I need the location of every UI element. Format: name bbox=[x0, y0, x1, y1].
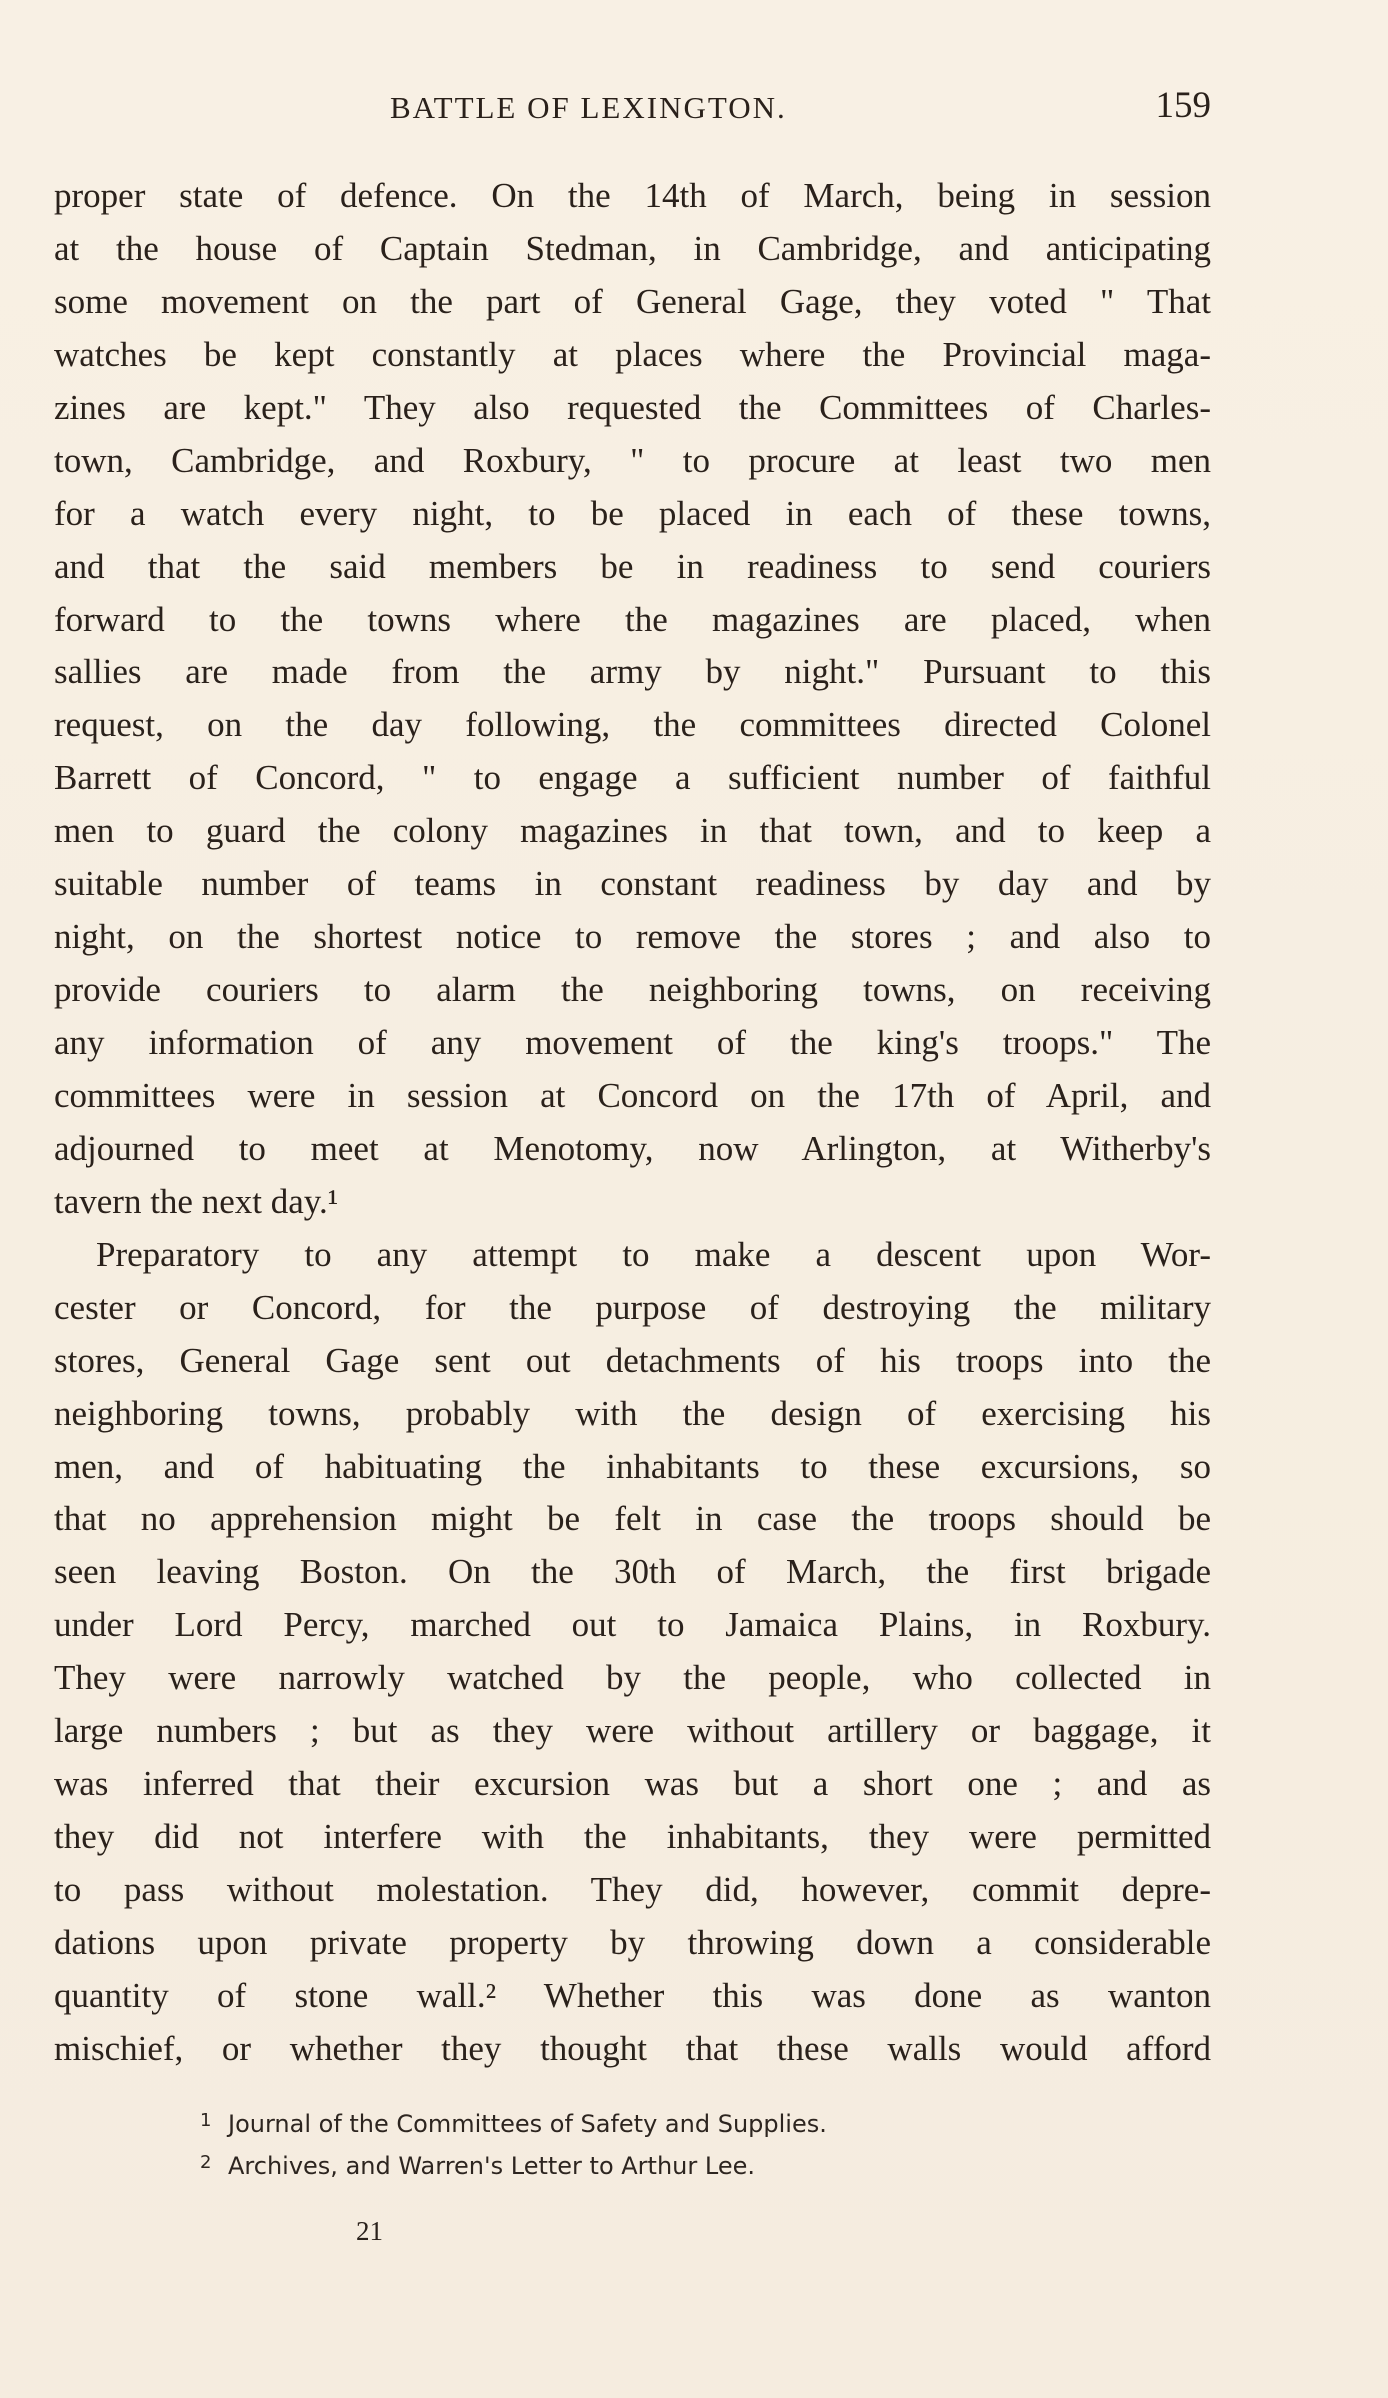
text-line: for a watch every night, to be placed in each of these towns, bbox=[54, 493, 1211, 533]
text-line: dations upon private property by throwing down a considerable bbox=[54, 1922, 1211, 1962]
text-line: request, on the day following, the committees directed Colonel bbox=[54, 705, 1211, 745]
signature-mark: 21 bbox=[356, 2216, 383, 2246]
text-line: They were narrowly watched by the people, who collected in bbox=[54, 1658, 1211, 1698]
footnote-1 bbox=[200, 2110, 827, 2138]
text-line: proper state of defence. On the 14th of March, being in session bbox=[54, 176, 1211, 215]
text-line: at the house of Captain Stedman, in Cambridge, and anticipating bbox=[54, 228, 1211, 268]
footnote-text: Journal of the Committees of Safety and Supplies. bbox=[228, 2110, 827, 2138]
footnote-text: Archives, and Warren's Letter to Arthur Lee. bbox=[228, 2152, 755, 2180]
text-line: under Lord Percy, marched out to Jamaica Plains, in Roxbury. bbox=[54, 1605, 1211, 1645]
text-line: that no apprehension might be felt in case the troops should be bbox=[54, 1499, 1211, 1539]
text-line: any information of any movement of the king's troops." The bbox=[54, 1023, 1211, 1062]
footnote-mark: 1 bbox=[200, 2110, 212, 2131]
text-line: was inferred that their excursion was but a short one ; and as bbox=[54, 1764, 1211, 1804]
text-line: sallies are made from the army by night." Pursuant to this bbox=[54, 652, 1211, 692]
text-line: Barrett of Concord, " to engage a sufficient number of faithful bbox=[54, 758, 1211, 798]
text-line: large numbers ; but as they were without artillery or baggage, it bbox=[54, 1711, 1211, 1751]
text-line: men to guard the colony magazines in that town, and to keep a bbox=[54, 811, 1211, 851]
running-head-title: BATTLE OF LEXINGTON. bbox=[390, 90, 787, 125]
text-line: quantity of stone wall.² Whether this was done as wanton bbox=[54, 1975, 1211, 2015]
text-line: cester or Concord, for the purpose of destroying the military bbox=[54, 1287, 1211, 1327]
text-line-paragraph-start: Preparatory to any attempt to make a descent upon Wor- bbox=[96, 1234, 1211, 1274]
footnote-2 bbox=[200, 2152, 755, 2180]
text-line: mischief, or whether they thought that these walls would afford bbox=[54, 2028, 1211, 2068]
text-line: watches be kept constantly at places where the Provincial maga- bbox=[54, 334, 1211, 374]
text-line: seen leaving Boston. On the 30th of March, the first brigade bbox=[54, 1552, 1211, 1592]
text-line: zines are kept." They also requested the Committees of Charles- bbox=[54, 387, 1211, 427]
body-text bbox=[54, 170, 1211, 2076]
page-number: 159 bbox=[1155, 85, 1211, 126]
running-head bbox=[54, 84, 1211, 134]
text-line: adjourned to meet at Menotomy, now Arlington, at Witherby's bbox=[54, 1128, 1211, 1168]
text-line: some movement on the part of General Gage, they voted " That bbox=[54, 281, 1211, 321]
text-line: men, and of habituating the inhabitants to these excursions, so bbox=[54, 1446, 1211, 1486]
text-line: night, on the shortest notice to remove the stores ; and also to bbox=[54, 917, 1211, 957]
text-line: forward to the towns where the magazines are placed, when bbox=[54, 599, 1211, 639]
text-line: neighboring towns, probably with the design of exercising his bbox=[54, 1393, 1211, 1433]
text-line: and that the said members be in readiness to send couriers bbox=[54, 546, 1211, 586]
text-line: provide couriers to alarm the neighboring towns, on receiving bbox=[54, 970, 1211, 1010]
text-line: stores, General Gage sent out detachments of his troops into the bbox=[54, 1340, 1211, 1380]
text-line: they did not interfere with the inhabitants, they were permitted bbox=[54, 1817, 1211, 1857]
text-line: to pass without molestation. They did, however, commit depre- bbox=[54, 1870, 1211, 1909]
text-line: suitable number of teams in constant readiness by day and by bbox=[54, 864, 1211, 904]
text-line-paragraph-end: tavern the next day.¹ bbox=[54, 1181, 339, 1221]
footnote-mark: 2 bbox=[200, 2152, 212, 2173]
text-line: committees were in session at Concord on the 17th of April, and bbox=[54, 1075, 1211, 1115]
text-line: town, Cambridge, and Roxbury, " to procure at least two men bbox=[54, 440, 1211, 480]
